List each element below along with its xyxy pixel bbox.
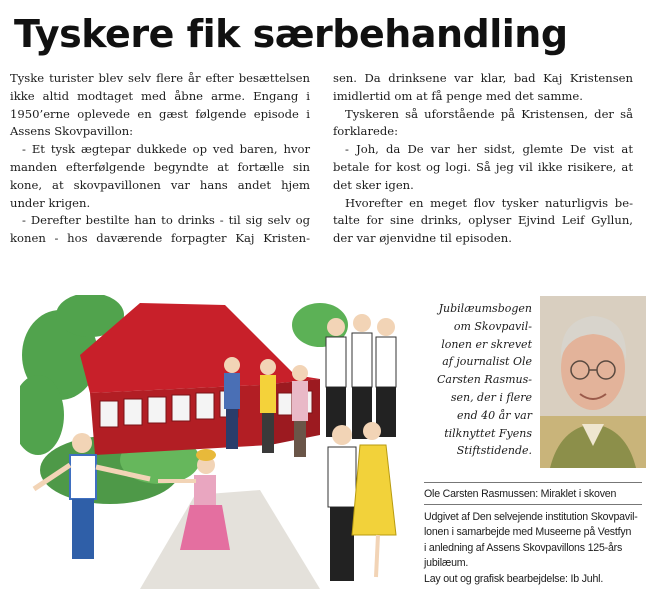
divider — [424, 504, 642, 505]
article-line: talte for sine drinks, oplyser Ejvind Leif Gyllun, — [333, 213, 633, 228]
layout-credit: Lay out og grafisk bearbejdelse: Ib Juhl. — [424, 573, 604, 585]
publisher-line: lonen i samarbejde med Museerne på Vestfyn — [424, 526, 632, 539]
headline: Tyskere fik særbehandling — [14, 12, 568, 56]
article-line: Tyske turister blev selv flere år efter besættelsen — [10, 71, 310, 85]
article-line: - Derefter bestilte han to drinks - til sig selv og — [22, 213, 310, 228]
article-column-right — [333, 70, 633, 248]
article-line: sen. Da drinksene var klar, bad Kaj Kristensen — [333, 71, 633, 85]
caption-line: tilknyttet Fyens — [444, 426, 532, 440]
article-line: forklarede: — [333, 124, 399, 139]
divider — [424, 482, 642, 483]
publisher-line: Udgivet af Den selvejende institution Skovpavil- — [424, 511, 638, 523]
publisher-line: i anledning af Assens Skovpavillons 125-års — [424, 541, 623, 554]
book-credit: Ole Carsten Rasmussen: Miraklet i skoven — [424, 488, 617, 500]
article-line: konen - hos daværende forpagter Kaj Kristen- — [10, 231, 310, 246]
article-line: det sker igen. — [333, 177, 414, 192]
article-line: Hvorefter en meget flov tysker naturligvis be- — [345, 195, 633, 210]
caption-line: lonen er skrevet — [441, 337, 532, 351]
caption-line: af journalist Ole — [442, 355, 532, 369]
publisher-line: jubilæum. — [424, 557, 469, 570]
article-line: Tyskeren så uforstående på Kristensen, der så — [345, 106, 633, 121]
article-line: kone, at skovpavillonen var hans andet hjem — [10, 177, 310, 192]
article-line: Assens Skovpavillon: — [10, 124, 134, 139]
pavilion-illustration — [20, 295, 413, 589]
caption-line: end 40 år var — [457, 408, 532, 422]
article-line: 1950’erne oplevede en gæst følgende episode i — [10, 106, 310, 121]
article-line: manden efterfølgende begyndte at fortælle sin — [10, 159, 310, 174]
pavilion-house-illustration — [80, 303, 320, 455]
publisher-note — [424, 510, 644, 572]
caption-line: om Skovpavil- — [453, 319, 532, 333]
article-line: betale for kost og logi. Så jeg vil ikke risikere, at — [333, 159, 633, 174]
article-line: der var øjenvidne til episoden. — [333, 231, 512, 246]
photo-caption — [424, 300, 532, 460]
caption-line: Stiftstidende. — [456, 444, 532, 458]
choir-singers-illustration — [326, 314, 396, 439]
article-column-left — [10, 70, 310, 248]
couple-right-illustration — [328, 422, 396, 581]
caption-line: Jubilæumsbogen — [438, 302, 532, 315]
path-illustration — [140, 490, 320, 589]
author-portrait-photo — [540, 296, 646, 468]
article-line: - Et tysk ægtepar dukkede op ved baren, hvor — [22, 142, 310, 157]
article-line: ikke altid modtaget med åbne arme. Engang i — [10, 88, 310, 103]
caption-line: Carsten Rasmus- — [436, 373, 532, 387]
article-line: imidlertid om at få penge med det samme. — [333, 88, 583, 103]
caption-line: sen, der i flere — [450, 390, 532, 404]
article-line: - Joh, da De var her sidst, glemte De vist at — [345, 142, 633, 157]
article-line: under krigen. — [10, 195, 91, 210]
